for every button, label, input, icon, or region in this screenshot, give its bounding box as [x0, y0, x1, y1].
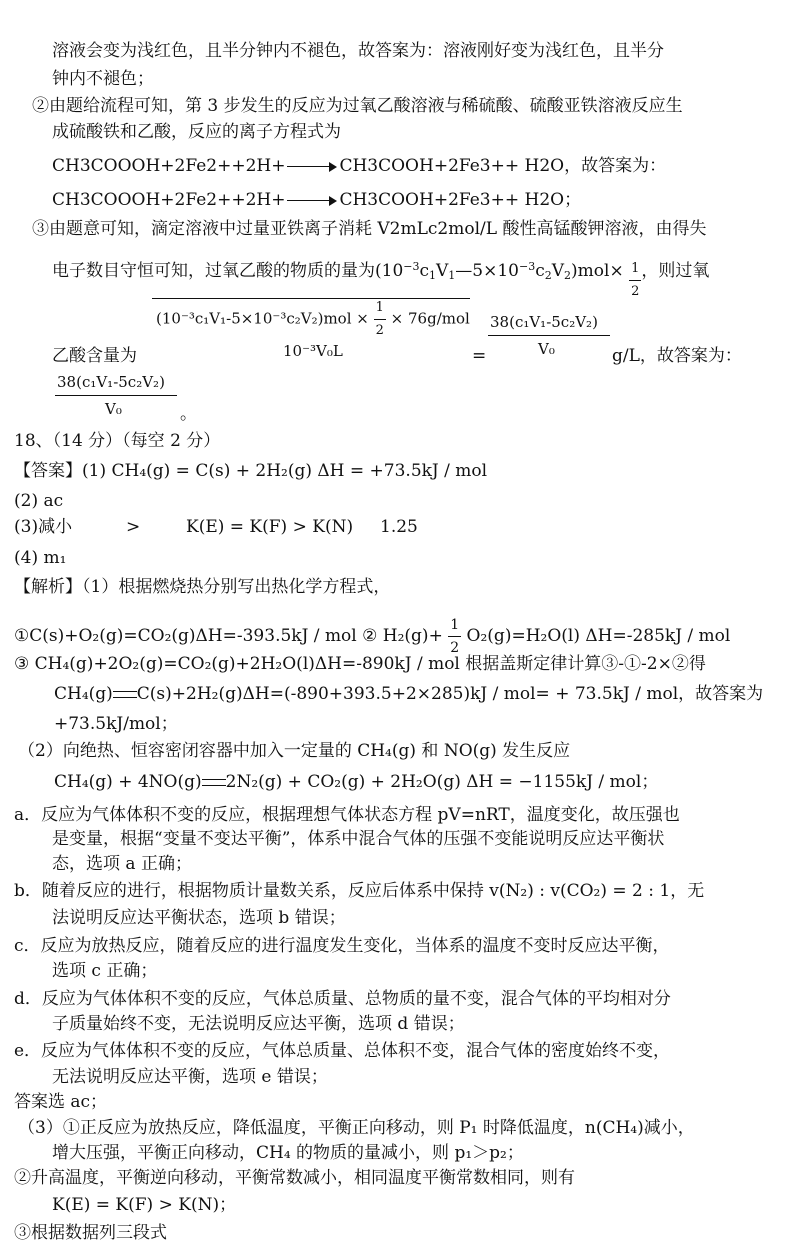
- equation-right: CH3COOH+2Fe3++ H2O；: [339, 190, 582, 210]
- option-d: d．反应为气体体积不变的反应，气体总质量、总物质的量不变，混合气体的平均相对分: [14, 989, 671, 1009]
- equation-line: [52, 189, 581, 211]
- right-fraction-numerator: 38(c₁V₁-5c₂V₂): [490, 313, 598, 331]
- text-line: 乙酸含量为: [52, 346, 137, 366]
- reaction-arrow-icon: [287, 195, 337, 207]
- fraction: [629, 258, 641, 303]
- answer-3: (3)减小 > K(E) = K(F) > K(N) 1.25: [14, 517, 418, 537]
- answer-label: 【答案】: [14, 461, 82, 481]
- text-line: 子质量始终不变，无法说明反应达平衡，选项 d 错误；: [52, 1014, 465, 1034]
- fraction: $\frac{1}{2}$: [448, 614, 461, 659]
- text-line: ②升高温度，平衡逆向移动，平衡常数减小，相同温度平衡常数相同，则有: [14, 1168, 575, 1188]
- text-line: 电子数目守恒可知，过氧乙酸的物质的量为$(10^{-3}c_1V_1—5\times 10^{-3}c_2V_2)mol\times$ $\frac{1}{2}$ ，则过氧: [52, 258, 709, 303]
- right-fraction-bar: [488, 335, 610, 336]
- answer-line: [14, 460, 487, 482]
- text-line: +73.5kJ/mol；: [54, 714, 178, 734]
- text-line: 态，选项 a 正确；: [52, 854, 192, 874]
- equation-line: CH₄(g) + 4NO(g) 2N₂(g) + CO₂(g) + 2H₂O(g) ΔH = −1155kJ / mol；: [54, 772, 659, 792]
- equilibrium-arrow-icon: [202, 776, 226, 790]
- option-c: c．反应为放热反应，随着反应的进行温度发生变化，当体系的温度不变时反应达平衡，: [14, 936, 670, 956]
- text-segment: ，则过氧: [641, 261, 710, 281]
- right-fraction-denominator: V₀: [538, 340, 555, 358]
- answer-fraction-numerator: 38(c₁V₁-5c₂V₂): [57, 373, 165, 391]
- answer-4: (4) m₁: [14, 548, 67, 568]
- equilibrium-arrow-icon: [113, 688, 137, 702]
- answer-fraction-bar: [55, 395, 177, 396]
- equation-left: CH3COOOH+2Fe2++2H+: [52, 190, 286, 210]
- option-b: b．随着反应的进行，根据物质计量数关系，反应后体系中保持 v(N₂) : v(CO₂) = 2 : 1，无: [14, 881, 705, 901]
- text-line: （3）①正反应为放热反应，降低温度，平衡正向移动，则 P₁ 时降低温度，n(CH₄)减小，: [18, 1118, 695, 1138]
- text-line: 增大压强，平衡正向移动，CH₄ 的物质的量减小，则 p₁＞p₂；: [52, 1143, 524, 1163]
- question-heading: 18、（14 分）（每空 2 分）: [14, 431, 221, 451]
- equals-sign: =: [472, 346, 487, 366]
- text-line: ②由题给流程可知，第 3 步发生的反应为过氧乙酸溶液与稀硫酸、硫酸亚铁溶液反应生: [32, 96, 683, 116]
- answer-fraction-denominator: V₀: [105, 400, 122, 418]
- text-line: 成硫酸铁和乙酸，反应的离子方程式为: [52, 122, 341, 142]
- answer-1: (1) CH₄(g) = C(s) + 2H₂(g) ΔH = +73.5kJ / mol: [82, 461, 488, 481]
- equation-line: [52, 155, 666, 177]
- equation-line: CH₄(g) C(s)+2H₂(g)ΔH=(-890+393.5+2×285)kJ / mol= + 73.5kJ / mol，故答案为: [54, 684, 764, 704]
- text-line: g/L，故答案为：: [612, 346, 742, 366]
- text-line: 钟内不褪色；: [52, 69, 154, 89]
- main-fraction-denominator: 10⁻³V₀L: [283, 342, 343, 360]
- answer-2: (2) ac: [14, 491, 64, 511]
- text-line: 无法说明反应达平衡，选项 e 错误；: [52, 1067, 328, 1087]
- text-line: ③根据数据列三段式: [14, 1223, 167, 1243]
- text-line: 是变量，根据“变量不变达平衡”，体系中混合气体的压强不变能说明反应达平衡状: [52, 829, 665, 849]
- equation-line: ③ CH₄(g)+2O₂(g)=CO₂(g)+2H₂O(l)ΔH=-890kJ / mol 根据盖斯定律计算③-①-2×②得: [14, 654, 706, 674]
- text-line: ③由题意可知，滴定溶液中过量亚铁离子消耗 V2mLc2mol/L 酸性高锰酸钾溶液，由得失: [32, 219, 707, 239]
- reaction-arrow-icon: [287, 161, 337, 173]
- answer-choice: 答案选 ac；: [14, 1092, 108, 1112]
- option-e: e．反应为气体体积不变的反应，气体总质量、总体积不变，混合气体的密度始终不变，: [14, 1041, 671, 1061]
- fraction: $\frac{1}{2}$: [374, 297, 386, 342]
- fraction-denominator: 2: [631, 284, 640, 299]
- equation-line: ①C(s)+O₂(g)=CO₂(g)ΔH=-393.5kJ / mol ② H₂(g)+ $\frac{1}{2}$ O₂(g)=H₂O(l) ΔH=-285kJ / mol: [14, 614, 730, 659]
- text-line: （2）向绝热、恒容密闭容器中加入一定量的 CH₄(g) 和 NO(g) 发生反应: [18, 741, 571, 761]
- text-line: 溶液会变为浅红色，且半分钟内不褪色，故答案为：溶液刚好变为浅红色，且半分: [52, 41, 664, 61]
- option-a: a．反应为气体体积不变的反应，根据理想气体状态方程 pV=nRT，温度变化，故压强也: [14, 805, 680, 825]
- period: 。: [180, 404, 197, 424]
- text-line: K(E) = K(F) > K(N)；: [52, 1195, 237, 1215]
- fraction-numerator: 1: [629, 258, 641, 281]
- equation-left: CH3COOOH+2Fe2++2H+: [52, 156, 286, 176]
- text-line: 法说明反应达平衡状态，选项 b 错误；: [52, 908, 346, 928]
- equation-right: CH3COOH+2Fe3++ H2O，故答案为：: [339, 156, 667, 176]
- text-segment: 电子数目守恒可知，过氧乙酸的物质的量为(10: [52, 261, 404, 281]
- analysis-heading: 【解析】（1）根据燃烧热分别写出热化学方程式，: [14, 577, 391, 597]
- main-fraction-numerator: (10⁻³c₁V₁-5×10⁻³c₂V₂)mol × $\frac{1}{2}$ × 76g/mol: [156, 297, 470, 342]
- text-line: 选项 c 正确；: [52, 961, 158, 981]
